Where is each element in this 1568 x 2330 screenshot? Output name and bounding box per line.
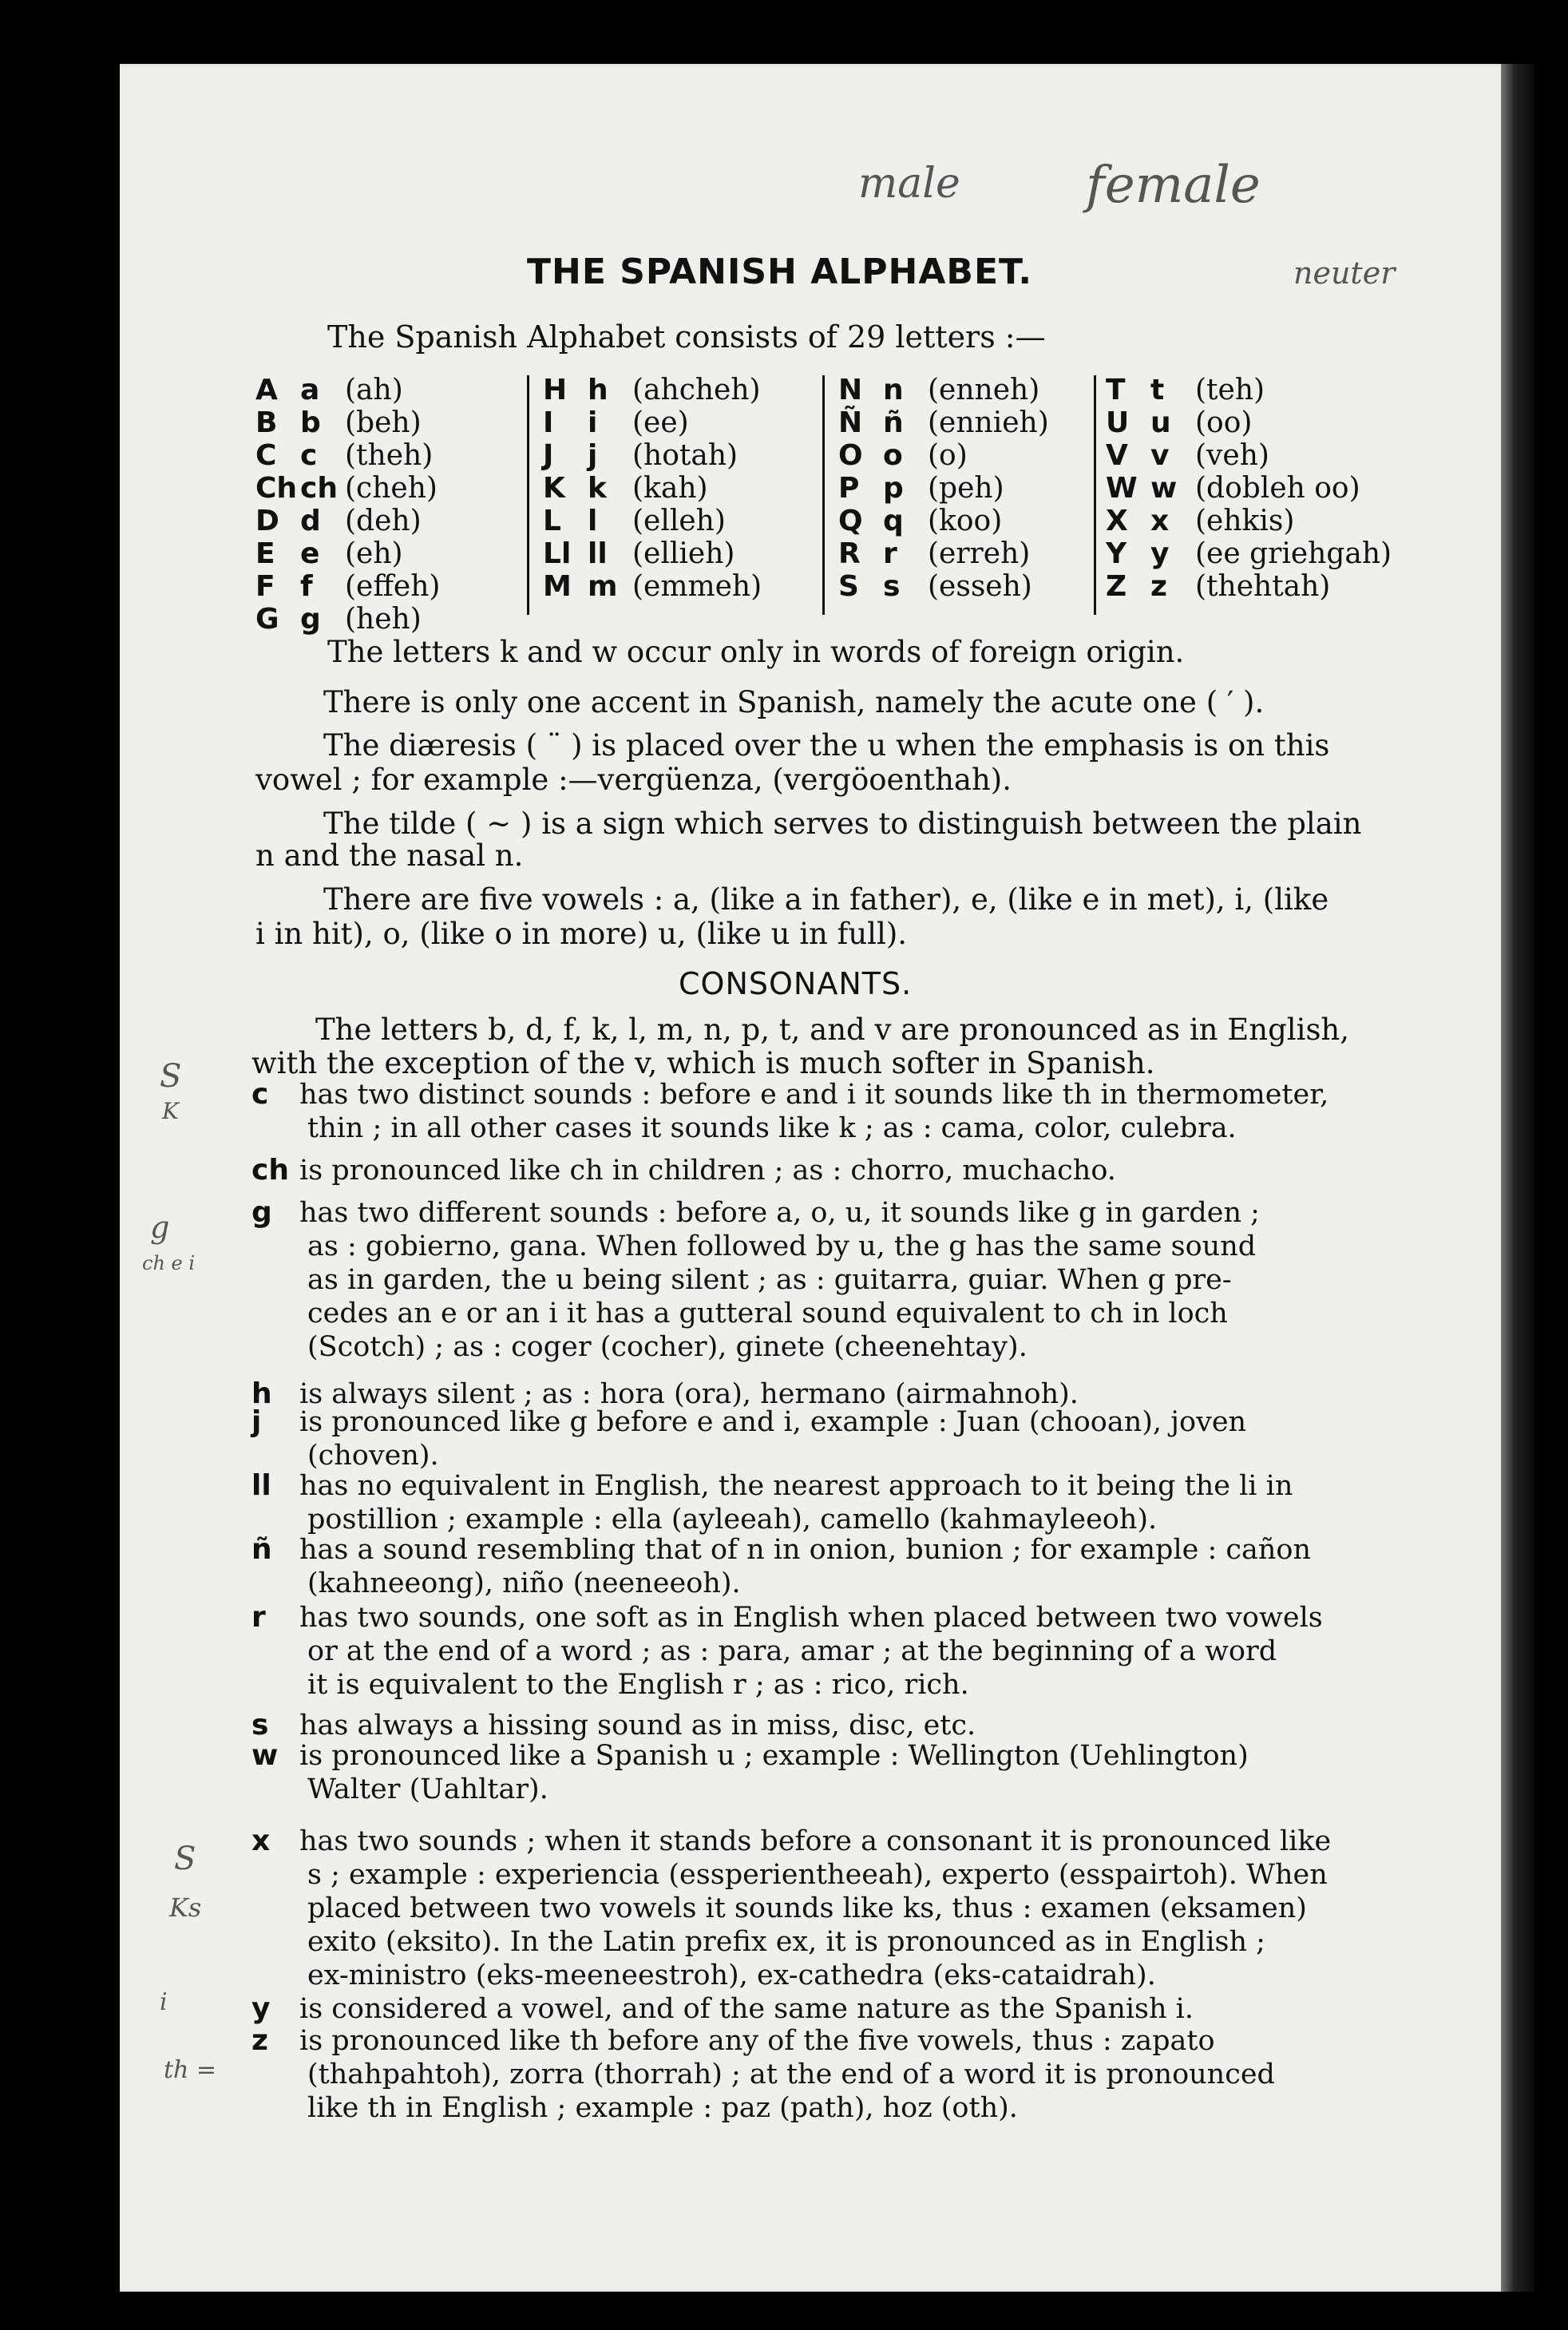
pronunciation: (elleh) [632, 505, 726, 537]
consonant-description-line: it is equivalent to the English r ; as : rico, rich. [307, 1669, 969, 1701]
pronunciation: (ennieh) [928, 406, 1049, 439]
alphabet-row [838, 472, 1049, 505]
lowercase-letter: x [1150, 505, 1170, 537]
alphabet-row [543, 439, 762, 472]
alphabet-row [255, 406, 440, 439]
pronunciation: (heh) [345, 603, 422, 636]
alphabet-column-4 [1106, 374, 1392, 603]
uppercase-letter: U [1106, 406, 1130, 439]
pronunciation: (kah) [632, 472, 708, 505]
lowercase-letter: c [300, 439, 318, 472]
pronunciation: (emmeh) [632, 570, 762, 603]
lowercase-letter: e [300, 537, 320, 570]
handwritten-neuter: neuter [1293, 256, 1396, 291]
consonant-description-line: is pronounced like g before e and i, example : Juan (chooan), joven [299, 1406, 1247, 1438]
consonant-description-line: is pronounced like ch in children ; as : chorro, muchacho. [299, 1155, 1116, 1187]
uppercase-letter: F [255, 570, 275, 603]
handwritten-s: S [160, 1058, 182, 1095]
consonant-letter: w [251, 1739, 279, 1772]
consonant-letter: g [251, 1196, 272, 1229]
lowercase-letter: t [1150, 374, 1165, 406]
lowercase-letter: o [883, 439, 903, 472]
uppercase-letter: N [838, 374, 863, 406]
consonant-description-line: s ; example : experiencia (essperientheeah), experto (esspairtoh). When [307, 1859, 1328, 1891]
alphabet-row [838, 570, 1049, 603]
alphabet-row [255, 439, 440, 472]
consonant-description-line: cedes an e or an i it has a gutteral sound equivalent to ch in loch [307, 1298, 1228, 1329]
lowercase-letter: w [1150, 472, 1178, 505]
pronunciation: (thehtah) [1195, 570, 1331, 603]
note-diaeresis-1: The diæresis ( ¨ ) is placed over the u when the emphasis is on this [323, 728, 1330, 763]
lowercase-letter: a [300, 374, 320, 406]
lowercase-letter: g [300, 603, 321, 636]
consonant-description-line: exito (eksito). In the Latin prefix ex, it is pronounced as in English ; [307, 1926, 1265, 1958]
note-vowels-2: i in hit), o, (like o in more) u, (like u in full). [255, 917, 908, 951]
note-accent: There is only one accent in Spanish, namely the acute one ( ′ ). [323, 685, 1265, 719]
consonant-description-line: has two distinct sounds : before e and i it sounds like th in thermometer, [299, 1079, 1329, 1111]
consonant-description-line: is pronounced like a Spanish u ; example : Wellington (Uehlington) [299, 1740, 1249, 1772]
consonant-description-line: (choven). [307, 1440, 439, 1472]
alphabet-column-3 [838, 374, 1049, 603]
pronunciation: (ehkis) [1195, 505, 1295, 537]
column-divider [822, 375, 825, 615]
consonant-description-line: placed between two vowels it sounds like ks, thus : examen (eksamen) [307, 1892, 1307, 1924]
alphabet-row [255, 603, 440, 636]
lowercase-letter: n [883, 374, 904, 406]
lowercase-letter: f [300, 570, 313, 603]
pronunciation: (oo) [1195, 406, 1253, 439]
alphabet-row [1106, 406, 1392, 439]
pronunciation: (teh) [1195, 374, 1265, 406]
uppercase-letter: G [255, 603, 279, 636]
lowercase-letter: i [588, 406, 598, 439]
consonant-letter: z [251, 2024, 268, 2057]
handwritten-ch: ch e i [142, 1252, 196, 1274]
consonants-heading: CONSONANTS. [679, 966, 913, 1001]
consonant-description-line: postillion ; example : ella (ayleeah), camello (kahmayleeoh). [307, 1504, 1158, 1536]
pronunciation: (ah) [345, 374, 403, 406]
uppercase-letter: L [543, 505, 561, 537]
consonant-description-line: (thahpahtoh), zorra (thorrah) ; at the end of a word it is pronounced [307, 2059, 1275, 2090]
alphabet-row [543, 537, 762, 570]
note-kw: The letters k and w occur only in words of foreign origin. [327, 635, 1185, 669]
alphabet-column-2 [543, 374, 762, 603]
lowercase-letter: q [883, 505, 904, 537]
alphabet-row [1106, 505, 1392, 537]
uppercase-letter: I [543, 406, 554, 439]
consonant-letter: c [251, 1078, 269, 1111]
pronunciation: (beh) [345, 406, 422, 439]
lowercase-letter: r [883, 537, 897, 570]
alphabet-row [838, 505, 1049, 537]
alphabet-row [1106, 537, 1392, 570]
consonant-letter: y [251, 1992, 271, 2025]
consonant-description-line: (kahneeong), niño (neeneeoh). [307, 1567, 741, 1599]
alphabet-row [255, 570, 440, 603]
lowercase-letter: u [1150, 406, 1171, 439]
pronunciation: (deh) [345, 505, 422, 537]
alphabet-row [838, 439, 1049, 472]
uppercase-letter: B [255, 406, 278, 439]
alphabet-row [838, 537, 1049, 570]
pronunciation: (effeh) [345, 570, 441, 603]
consonant-description-line: has two different sounds : before a, o, u, it sounds like g in garden ; [299, 1197, 1260, 1229]
consonant-description-line: ex-ministro (eks-meeneestroh), ex-cathedra (eks-cataidrah). [307, 1959, 1156, 1991]
pronunciation: (dobleh oo) [1195, 472, 1360, 505]
pronunciation: (veh) [1195, 439, 1269, 472]
uppercase-letter: A [255, 374, 278, 406]
alphabet-row [543, 570, 762, 603]
handwritten-male: male [858, 160, 960, 208]
lowercase-letter: p [883, 472, 904, 505]
consonant-description-line: has two sounds, one soft as in English when placed between two vowels [299, 1602, 1323, 1634]
uppercase-letter: R [838, 537, 861, 570]
alphabet-row [838, 374, 1049, 406]
uppercase-letter: M [543, 570, 572, 603]
uppercase-letter: X [1106, 505, 1128, 537]
consonant-letter: ll [251, 1469, 271, 1502]
alphabet-row [1106, 472, 1392, 505]
handwritten-g: g [150, 1210, 170, 1245]
lowercase-letter: ll [588, 537, 608, 570]
consonants-intro-2: with the exception of the v, which is much softer in Spanish. [251, 1046, 1155, 1080]
pronunciation: (ee) [632, 406, 689, 439]
consonant-letter: s [251, 1709, 269, 1742]
alphabet-row [255, 537, 440, 570]
consonant-letter: ñ [251, 1533, 272, 1566]
lowercase-letter: z [1150, 570, 1167, 603]
pronunciation: (ee griehgah) [1195, 537, 1392, 570]
consonant-letter: r [251, 1601, 266, 1634]
uppercase-letter: S [838, 570, 859, 603]
lowercase-letter: m [588, 570, 618, 603]
consonant-description-line: is considered a vowel, and of the same nature as the Spanish i. [299, 1993, 1194, 2025]
uppercase-letter: T [1106, 374, 1126, 406]
lowercase-letter: s [883, 570, 901, 603]
alphabet-row [255, 505, 440, 537]
alphabet-row [543, 406, 762, 439]
consonant-description-line: has two sounds ; when it stands before a consonant it is pronounced like [299, 1825, 1332, 1857]
handwritten-th: th = [164, 2056, 217, 2084]
uppercase-letter: P [838, 472, 860, 505]
page-edge [1501, 64, 1534, 2292]
uppercase-letter: Ch [255, 472, 298, 505]
uppercase-letter: E [255, 537, 275, 570]
alphabet-row [543, 505, 762, 537]
uppercase-letter: Y [1106, 537, 1127, 570]
lowercase-letter: ch [300, 472, 338, 505]
consonant-description-line: Walter (Uahltar). [307, 1773, 548, 1805]
handwritten-ks: Ks [169, 1892, 202, 1923]
consonant-letter: h [251, 1377, 272, 1410]
uppercase-letter: Ll [543, 537, 572, 570]
consonant-description-line: has no equivalent in English, the nearest approach to it being the li in [299, 1470, 1293, 1502]
consonant-description-line: as in garden, the u being silent ; as : guitarra, guiar. When g pre- [307, 1264, 1232, 1296]
handwritten-i: i [160, 1988, 168, 2016]
lowercase-letter: l [588, 505, 598, 537]
consonants-intro-1: The letters b, d, f, k, l, m, n, p, t, and v are pronounced as in English, [315, 1012, 1350, 1047]
lowercase-letter: h [588, 374, 608, 406]
lowercase-letter: j [588, 439, 598, 472]
uppercase-letter: W [1106, 472, 1138, 505]
uppercase-letter: V [1106, 439, 1128, 472]
consonant-letter: x [251, 1825, 271, 1857]
consonant-letter: ch [251, 1154, 289, 1187]
note-vowels-1: There are five vowels : a, (like a in father), e, (like e in met), i, (like [323, 882, 1329, 917]
consonant-description-line: is pronounced like th before any of the five vowels, thus : zapato [299, 2025, 1215, 2057]
uppercase-letter: D [255, 505, 279, 537]
column-divider [1094, 375, 1096, 615]
consonant-description-line: like th in English ; example : paz (path), hoz (oth). [307, 2092, 1018, 2124]
pronunciation: (erreh) [928, 537, 1031, 570]
note-tilde-1: The tilde ( ~ ) is a sign which serves to distinguish between the plain [323, 806, 1362, 841]
pronunciation: (cheh) [345, 472, 438, 505]
uppercase-letter: C [255, 439, 277, 472]
alphabet-intro: The Spanish Alphabet consists of 29 letters :— [327, 319, 1046, 355]
uppercase-letter: Q [838, 505, 863, 537]
note-tilde-2: n and the nasal n. [255, 838, 524, 873]
pronunciation: (hotah) [632, 439, 738, 472]
consonant-description-line: or at the end of a word ; as : para, amar ; at the beginning of a word [307, 1635, 1277, 1667]
consonant-letter: j [251, 1405, 262, 1438]
lowercase-letter: y [1150, 537, 1170, 570]
uppercase-letter: Z [1106, 570, 1127, 603]
uppercase-letter: Ñ [838, 406, 863, 439]
lowercase-letter: v [1150, 439, 1170, 472]
pronunciation: (ellieh) [632, 537, 735, 570]
pronunciation: (theh) [345, 439, 434, 472]
pronunciation: (esseh) [928, 570, 1032, 603]
alphabet-row [838, 406, 1049, 439]
alphabet-row [543, 472, 762, 505]
alphabet-row [255, 472, 440, 505]
alphabet-row [1106, 570, 1392, 603]
pronunciation: (peh) [928, 472, 1004, 505]
handwritten-k: K [162, 1098, 179, 1124]
lowercase-letter: d [300, 505, 321, 537]
consonant-description-line: (Scotch) ; as : coger (cocher), ginete (cheenehtay). [307, 1331, 1028, 1363]
alphabet-row [1106, 439, 1392, 472]
pronunciation: (enneh) [928, 374, 1040, 406]
consonant-description-line: is always silent ; as : hora (ora), hermano (airmahnoh). [299, 1378, 1079, 1410]
pronunciation: (ahcheh) [632, 374, 761, 406]
lowercase-letter: b [300, 406, 321, 439]
consonant-description-line: as : gobierno, gana. When followed by u, the g has the same sound [307, 1230, 1257, 1262]
uppercase-letter: K [543, 472, 565, 505]
consonant-description-line: thin ; in all other cases it sounds like k ; as : cama, color, culebra. [307, 1112, 1237, 1144]
alphabet-row [1106, 374, 1392, 406]
uppercase-letter: H [543, 374, 568, 406]
handwritten-female: female [1086, 156, 1261, 215]
uppercase-letter: J [543, 439, 554, 472]
note-diaeresis-2: vowel ; for example :—vergüenza, (vergöoenthah). [255, 763, 1012, 797]
consonant-description-line: has a sound resembling that of n in onion, bunion ; for example : cañon [299, 1534, 1312, 1566]
pronunciation: (eh) [345, 537, 403, 570]
alphabet-column-1 [255, 374, 440, 636]
pronunciation: (o) [928, 439, 968, 472]
pronunciation: (koo) [928, 505, 1003, 537]
lowercase-letter: ñ [883, 406, 904, 439]
column-divider [527, 375, 529, 615]
page-title: THE SPANISH ALPHABET. [527, 252, 1033, 292]
lowercase-letter: k [588, 472, 607, 505]
handwritten-s2: S [174, 1841, 196, 1877]
uppercase-letter: O [838, 439, 863, 472]
consonant-description-line: has always a hissing sound as in miss, disc, etc. [299, 1710, 976, 1742]
alphabet-row [255, 374, 440, 406]
alphabet-row [543, 374, 762, 406]
